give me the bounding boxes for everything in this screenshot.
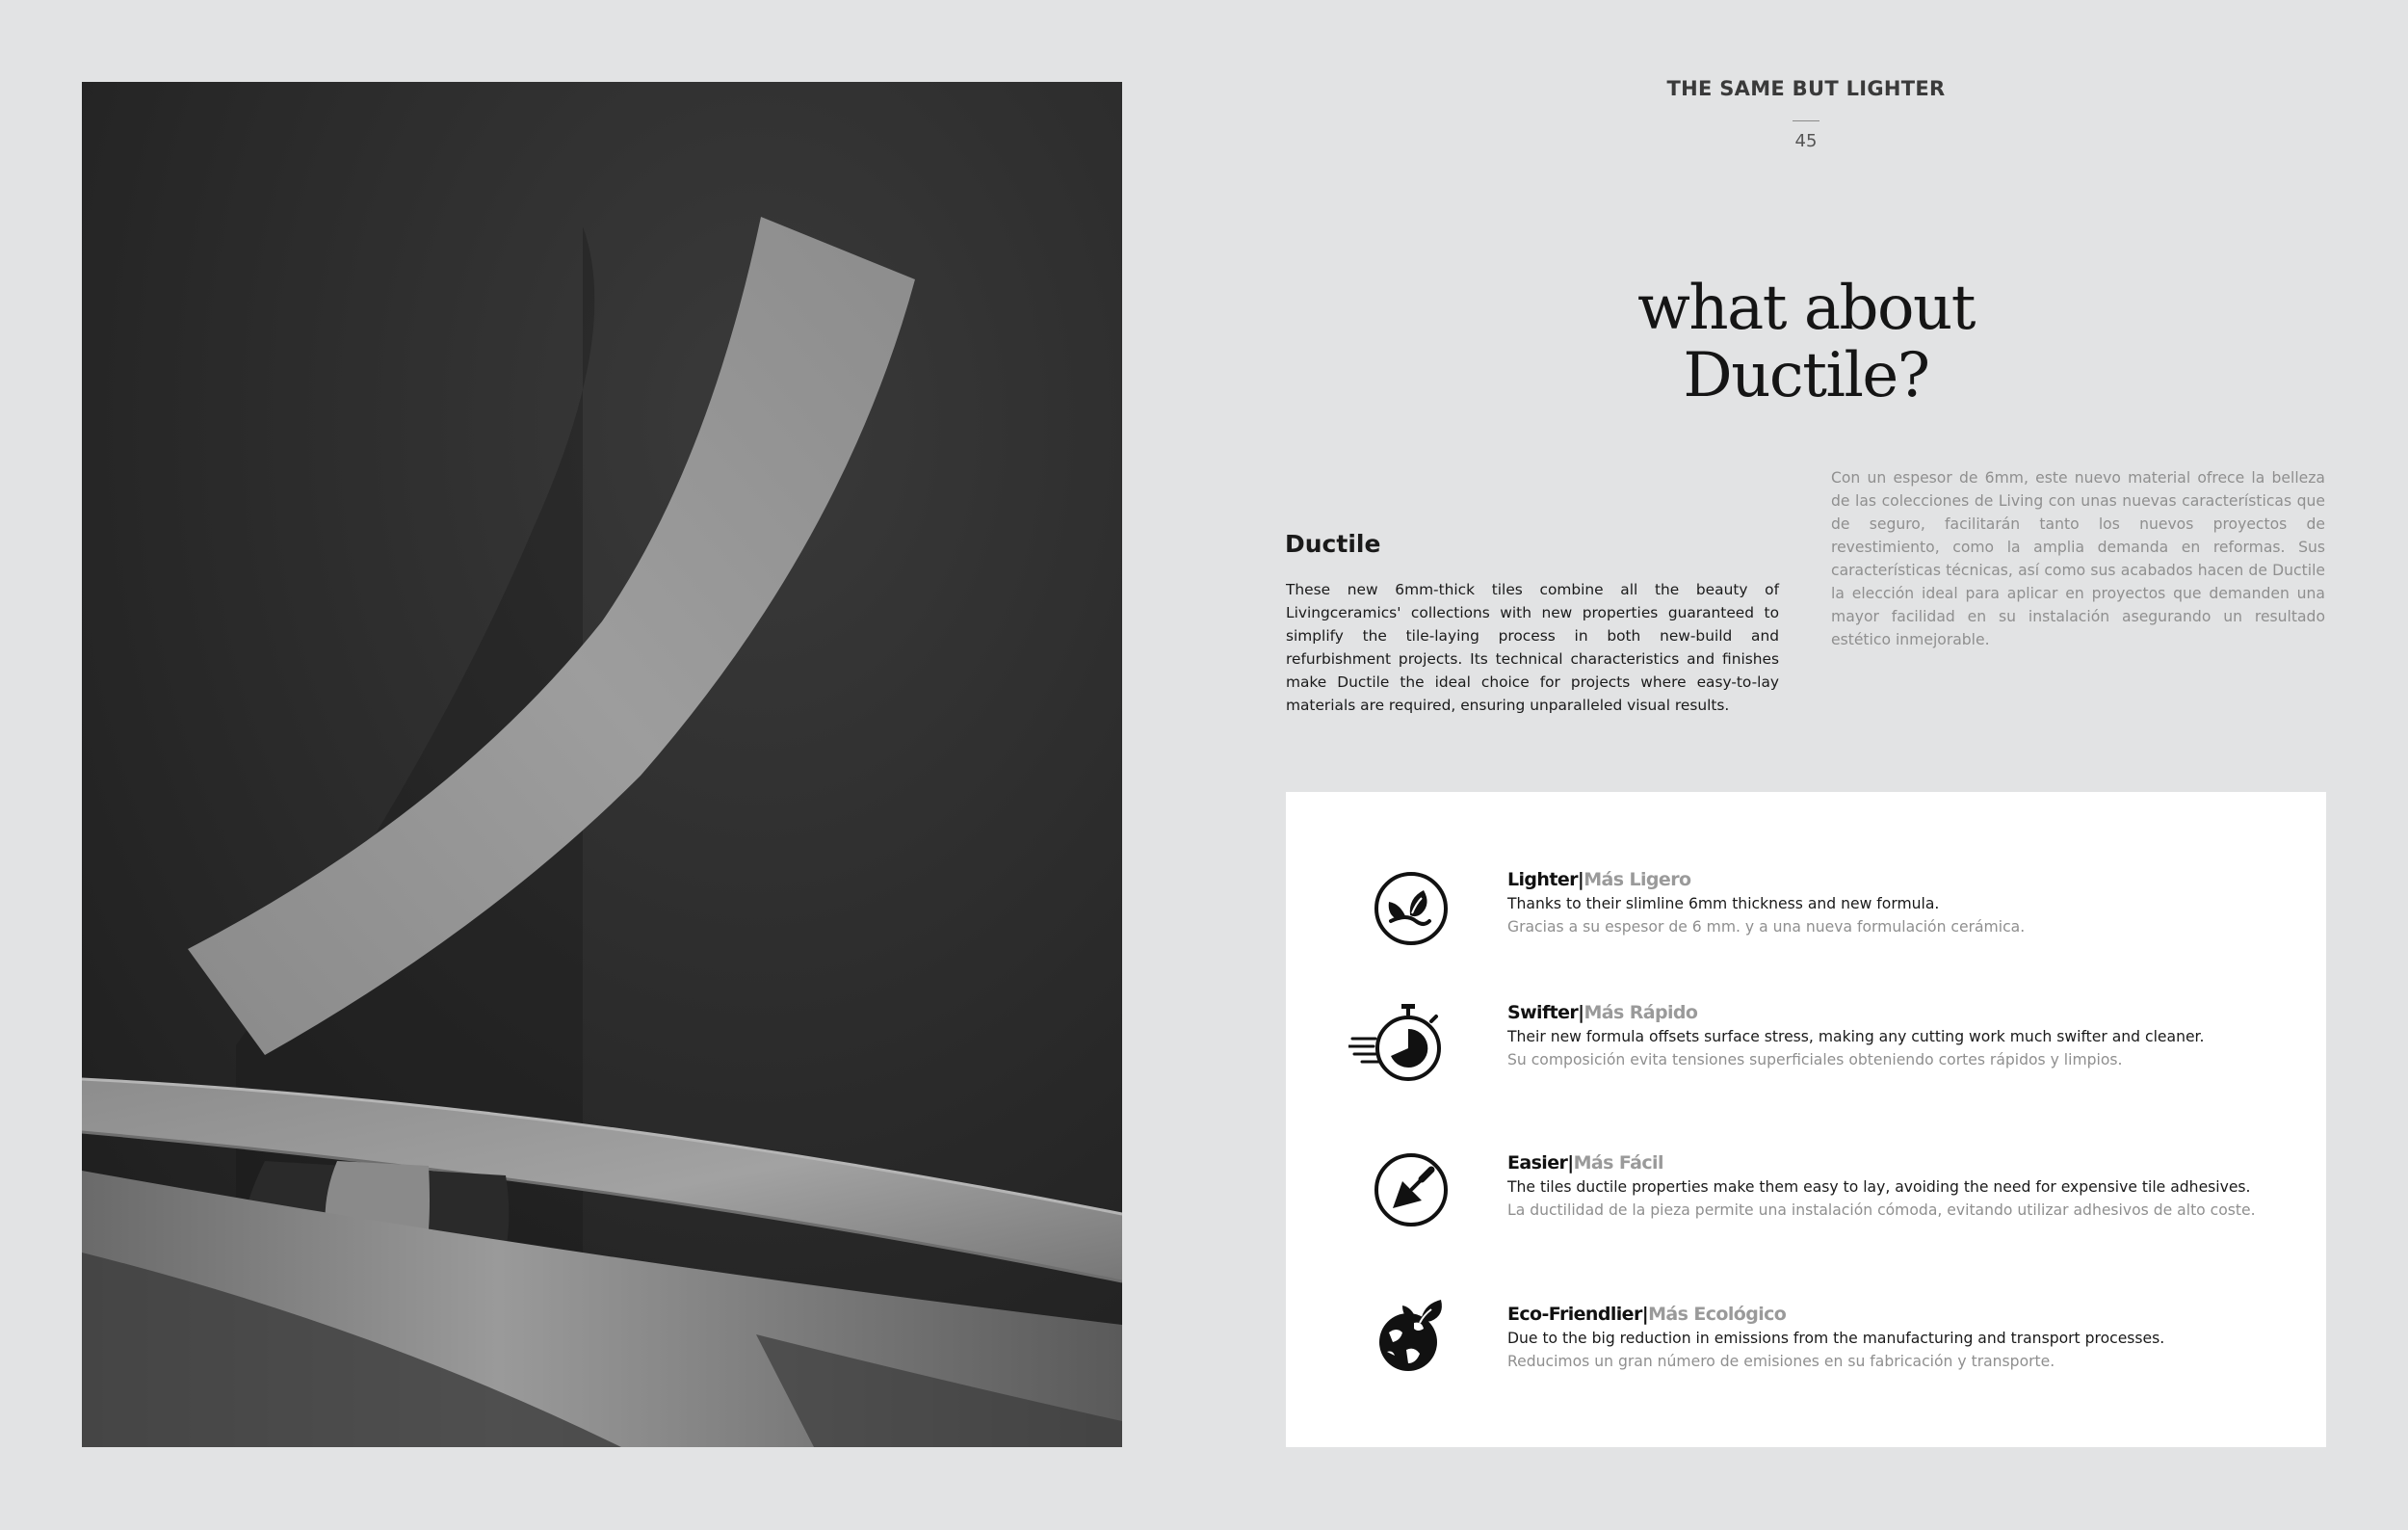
headline-line-2: Ductile? <box>1683 340 1929 411</box>
feature-easier-text <box>1507 1150 2307 1222</box>
feature-swifter-desc-en: Their new formula offsets surface stress, making any cutting work much swifter and cleaner. <box>1507 1028 2205 1045</box>
feature-lighter-desc-en: Thanks to their slimline 6mm thickness and new formula. <box>1507 895 1940 912</box>
feature-easier <box>1286 1150 2326 1247</box>
feature-eco-title-es: Más Ecológico <box>1648 1304 1787 1325</box>
feature-eco-desc-es: Reducimos un gran número de emisiones en su fabricación y transporte. <box>1507 1353 2055 1370</box>
feature-swifter-desc-es: Su composición evita tensiones superficiales obteniendo cortes rápidos y limpios. <box>1507 1051 2123 1068</box>
title-separator: | <box>1577 869 1584 890</box>
running-header: THE SAME BUT LIGHTER <box>1666 77 1946 100</box>
intro-body-english: These new 6mm-thick tiles combine all the beauty of Livingceramics' collections with new properties guaranteed to simplify the tile-laying process in both new-build and refurbishment projects. Its technical characteristics and finishes make Ductile the ideal choice for projects where easy-to-lay materials are required, ensuring unparalleled visual results. <box>1286 581 1779 714</box>
headline-line-1: what about <box>1637 273 1975 344</box>
section-heading: Ductile <box>1285 530 1381 558</box>
feature-swifter-text <box>1507 1000 2307 1071</box>
feature-eco-friendlier <box>1286 1302 2326 1398</box>
feature-lighter-title-en: Lighter <box>1507 869 1578 890</box>
header-divider <box>1793 120 1819 121</box>
stopwatch-icon <box>1348 1000 1454 1087</box>
feature-easier-desc-en: The tiles ductile properties make them easy to lay, avoiding the need for expensive tile adhesives. <box>1507 1178 2251 1196</box>
title-separator: | <box>1641 1304 1649 1325</box>
feature-easier-title <box>1507 1150 2307 1175</box>
feature-swifter-title <box>1507 1000 2307 1025</box>
trowel-icon <box>1368 1147 1454 1233</box>
intro-body-spanish: Con un espesor de 6mm, este nuevo material ofrece la belleza de las colecciones de Living con unas nuevas características que de seguro, facilitarán tanto los nuevos proyectos de revestimiento, como la amplia demanda en reformas. Sus características técnicas, así como sus acabados hacen de Ductile la elección ideal para aplicar en proyectos que demanden una mayor facilidad en su instalación asegurando un resultado estético inmejorable. <box>1831 469 2325 648</box>
feature-swifter <box>1286 1000 2326 1096</box>
page-headline <box>1445 275 2167 409</box>
feature-eco-title <box>1507 1302 2307 1327</box>
feature-easier-desc-es: La ductilidad de la pieza permite una instalación cómoda, evitando utilizar adhesivos de alto coste. <box>1507 1201 2256 1219</box>
feature-lighter-title-es: Más Ligero <box>1584 869 1691 890</box>
feature-eco-title-en: Eco-Friendlier <box>1507 1304 1642 1325</box>
feature-lighter-desc-es: Gracias a su espesor de 6 mm. y a una nueva formulación cerámica. <box>1507 918 2026 936</box>
feature-easier-title-es: Más Fácil <box>1573 1152 1663 1174</box>
title-separator: | <box>1578 1002 1584 1023</box>
title-separator: | <box>1567 1152 1574 1174</box>
feature-easier-title-en: Easier <box>1507 1152 1568 1174</box>
feature-eco-desc-en: Due to the big reduction in emissions from the manufacturing and transport processes. <box>1507 1330 2165 1347</box>
page-number: 45 <box>1794 131 1818 151</box>
feature-swifter-title-es: Más Rápido <box>1584 1002 1698 1023</box>
leaf-icon <box>1368 865 1454 952</box>
features-panel <box>1286 792 2326 1447</box>
product-photo <box>82 82 1122 1447</box>
feature-lighter-title <box>1507 867 2307 892</box>
eco-globe-icon <box>1368 1294 1454 1381</box>
feature-lighter <box>1286 867 2326 963</box>
feature-swifter-title-en: Swifter <box>1507 1002 1579 1023</box>
feature-eco-text <box>1507 1302 2307 1373</box>
feature-lighter-text <box>1507 867 2307 938</box>
